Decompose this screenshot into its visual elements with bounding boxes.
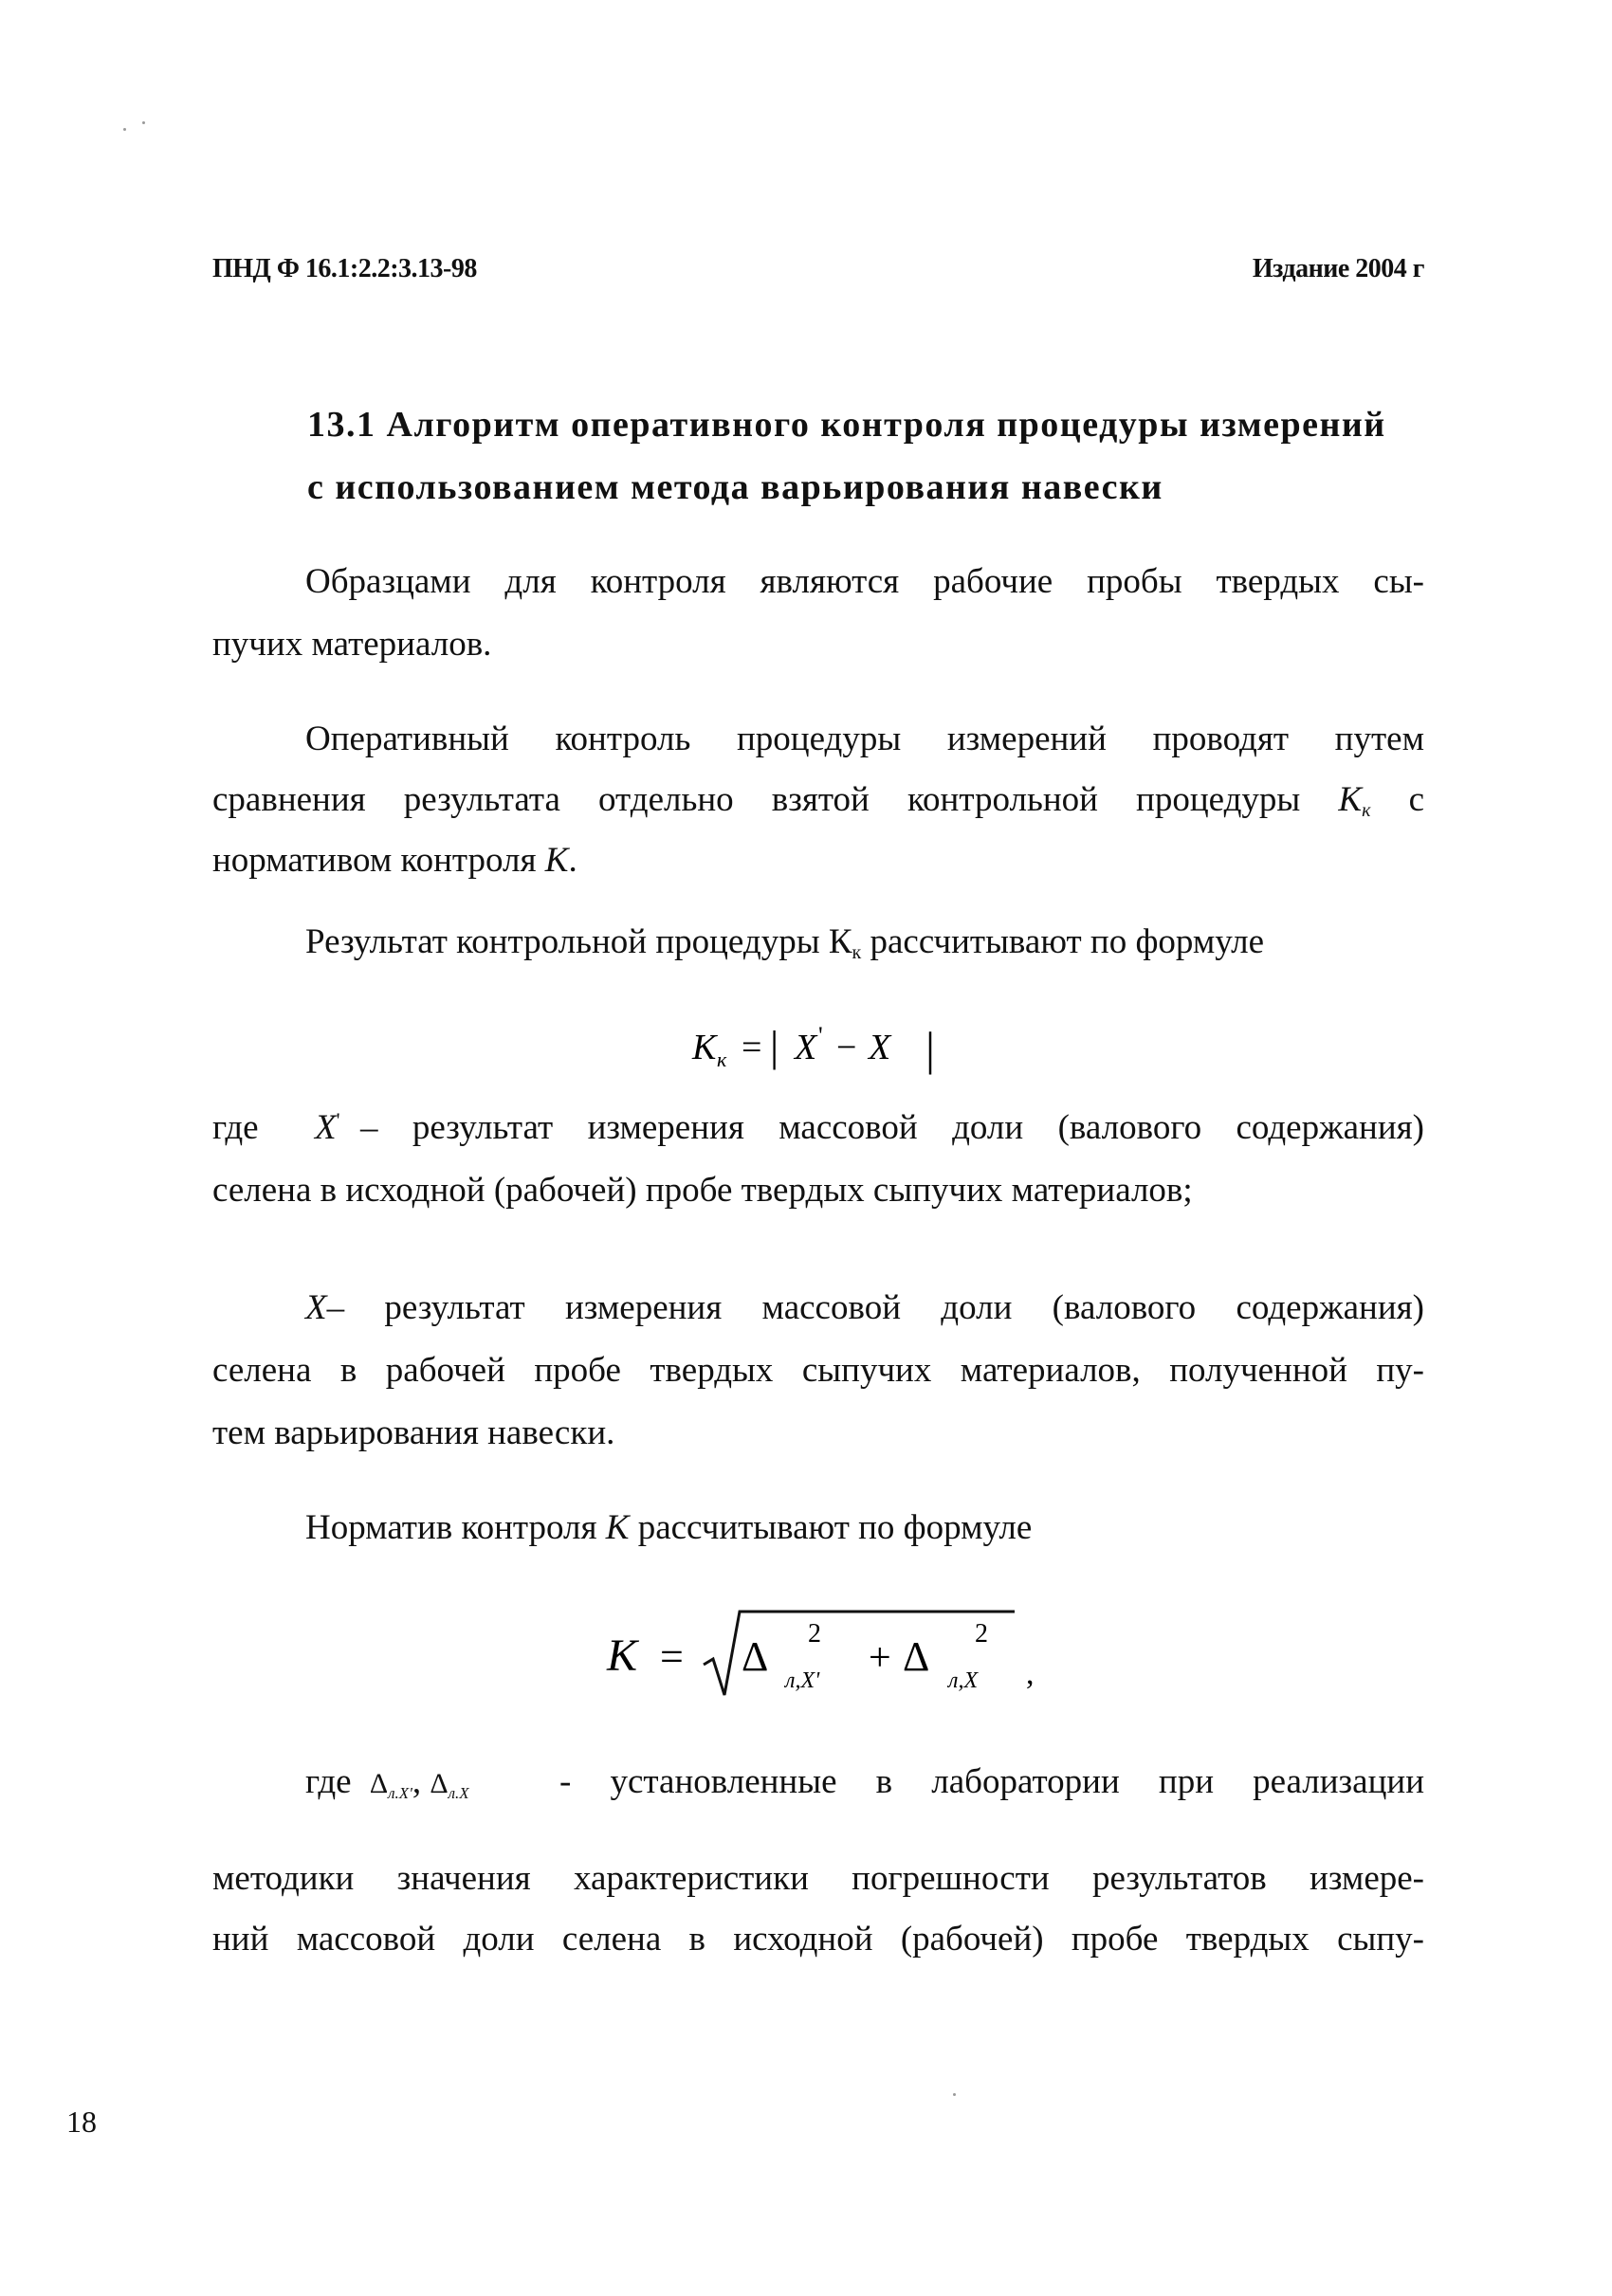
formula1-lhs-sub: к [717, 1048, 727, 1071]
formula2-exp1: 2 [808, 1619, 821, 1649]
paragraph-control-line2-end: с [1408, 780, 1424, 819]
formula2-lhs: K [607, 1631, 638, 1681]
formula2-equals: = [660, 1633, 684, 1680]
where-x-prime-symbol: X' [315, 1108, 340, 1147]
k-symbol: K [544, 841, 569, 880]
formula2-sub1: л,X' [785, 1668, 820, 1693]
paragraph-result: Результат контрольной процедуры $К_к$ рассчитывают по формуле [305, 922, 1265, 963]
formula2-plus: + [869, 1636, 891, 1680]
kk-symbol: $К_к$ [828, 922, 862, 963]
where-x-prime-label: где [212, 1108, 259, 1147]
paragraph-samples-line2: пучих материалов. [212, 625, 492, 664]
formula1-x2: X [869, 1028, 891, 1067]
formula2-delta2: Δ [903, 1633, 930, 1680]
where-x-line1: X– результат измерения массовой доли (валового содержания) [305, 1288, 1424, 1327]
where-delta-label: где $\Delta_{л.X'}$, $\Delta_{л.X}$ [305, 1762, 469, 1802]
where-x-line3: тем варьирования навески. [212, 1413, 615, 1452]
section-title-line2: с использованием метода варьирования навески [307, 467, 1163, 507]
formula2-delta1: Δ [742, 1633, 769, 1680]
paragraph-control-line2 [212, 779, 1424, 822]
where-x-line2: селена в рабочей пробе твердых сыпучих материалов, полученной пу- [212, 1351, 1424, 1390]
where-delta-line3: ний массовой доли селена в исходной (рабочей) пробе твердых сыпу- [212, 1920, 1424, 1959]
formula1-minus: − [836, 1028, 857, 1067]
document-code: ПНД Ф 16.1:2.2:3.13-98 [212, 254, 477, 283]
section-title-line1: 13.1 Алгоритм оперативного контроля процедуры измерений [307, 405, 1386, 445]
edition-label: Издание 2004 г [1252, 254, 1424, 283]
paragraph-samples-line1: Образцами для контроля являются рабочие пробы твердых сы- [305, 562, 1424, 601]
where-x-prime-line1: – результат измерения массовой доли (валового содержания) [360, 1108, 1424, 1147]
scan-speck [953, 2093, 956, 2096]
formula1-equals: = [742, 1028, 762, 1067]
scan-speck [142, 121, 145, 124]
k-symbol: K [605, 1508, 630, 1547]
formula2-comma: , [1026, 1656, 1035, 1691]
delta-symbol-2: $\Delta_{л.X}$ [430, 1768, 469, 1802]
paragraph-norm: Норматив контроля K рассчитывают по формуле [305, 1508, 1033, 1547]
formula-kk [683, 1010, 967, 1085]
where-delta-line1: - установленные в лаборатории при реализации [559, 1762, 1424, 1801]
formula-k [597, 1593, 1053, 1716]
formula2-sub2: л,X [948, 1668, 979, 1693]
formula1-bar-left: | [770, 1022, 779, 1070]
paragraph-control-line1: Оперативный контроль процедуры измерений проводят путем [305, 720, 1424, 758]
kk-symbol: $K_к$ [1338, 780, 1371, 821]
scan-speck [123, 128, 126, 131]
page-number: 18 [66, 2105, 97, 2139]
formula1-x1-prime: ' [818, 1022, 823, 1049]
formula1-lhs: K [692, 1028, 717, 1067]
where-delta-line2: методики значения характеристики погрешности результатов измере- [212, 1859, 1424, 1898]
where-x-prime-line2: селена в исходной (рабочей) пробе твердых сыпучих материалов; [212, 1171, 1193, 1210]
delta-symbol-1: $\Delta_{л.X'}$ [369, 1768, 412, 1802]
formula2-exp2: 2 [975, 1619, 988, 1649]
formula1-x1: X [795, 1028, 817, 1067]
paragraph-control-line2-text: сравнения результата отдельно взятой контрольной процедуры [212, 780, 1301, 819]
paragraph-control-line3: нормативом контроля K. [212, 841, 577, 880]
formula1-bar-right: | [925, 1022, 936, 1075]
